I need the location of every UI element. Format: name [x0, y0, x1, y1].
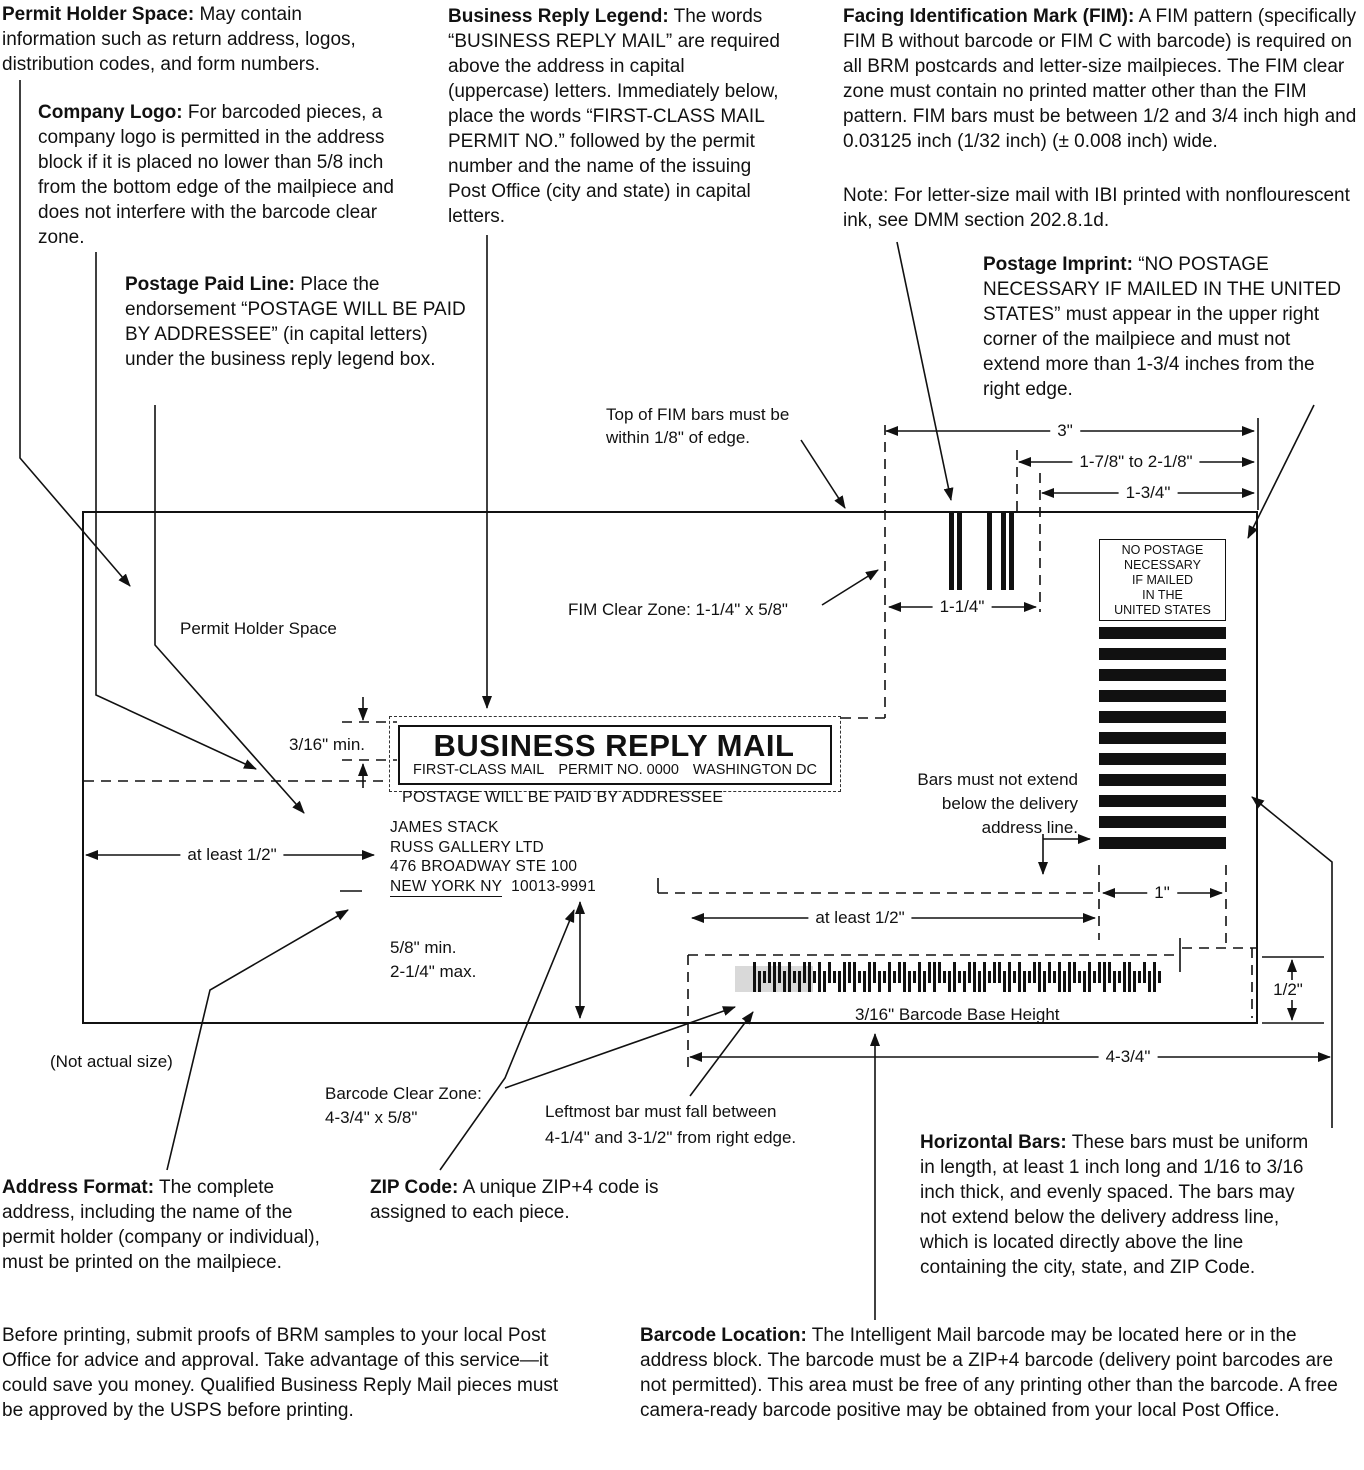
barcode-bar — [933, 962, 936, 992]
annotation-body: Note: For letter-size mail with IBI printed with nonflourescent ink, see DMM section 202.8.1d. — [843, 185, 1350, 231]
barcode-bar — [1028, 971, 1031, 983]
barcode-bar — [1088, 962, 1091, 992]
barcode-bar — [1008, 962, 1011, 992]
barcode-bar — [1078, 971, 1081, 983]
barcode-bar — [858, 971, 861, 983]
barcode-bar — [973, 962, 976, 992]
barcode-bar — [918, 962, 921, 992]
barcode-bar — [853, 962, 856, 992]
connector-arrows — [20, 80, 1332, 1320]
barcode-bar — [848, 962, 851, 983]
permit-holder-space-label: Permit Holder Space — [180, 619, 337, 638]
annotation-body: A unique ZIP+4 code is assigned to each piece. — [370, 1177, 659, 1223]
company-logo-arrow — [96, 252, 256, 769]
no-postage-line: NO POSTAGE — [1121, 542, 1204, 557]
barcode-bar — [1043, 971, 1046, 992]
fim-clear-zone-callout: FIM Clear Zone: 1-1/4" x 5/8" — [568, 600, 788, 619]
barcode-bar — [1098, 962, 1101, 983]
permit-holder-space-arrow — [20, 80, 130, 586]
barcode-bar — [1018, 962, 1021, 992]
dim-434: 4-3/4" — [1099, 1047, 1158, 1067]
max-214-label: 2-1/4" max. — [390, 962, 477, 981]
barcode-bar — [1123, 962, 1126, 992]
barcode-bar — [783, 971, 786, 992]
barcode-bar — [1048, 962, 1051, 983]
annotation-body: May contain information such as return address, logos, distribution codes, and form numbers. — [2, 4, 356, 75]
barcode-bar — [1063, 971, 1066, 992]
barcode-bar — [843, 962, 846, 992]
barcode-bar — [1093, 971, 1096, 983]
barcode-bar — [928, 962, 931, 983]
issuing-office-text: WASHINGTON DC — [692, 762, 817, 778]
barcode-bar — [873, 962, 876, 983]
leftmost-bar-callout-line1: Leftmost bar must fall between — [545, 1102, 777, 1121]
annotation-body: The words “BUSINESS REPLY MAIL” are required above the address in capital (uppercase) letters. Immediately below, place the words “FIRST-CLASS MAIL PERMIT NO.” followed by the permit number and the name of the issuing Post Office (city and state) in capital letters. — [448, 6, 780, 227]
barcode-bar — [1113, 971, 1116, 992]
barcode-bar — [1158, 971, 1161, 983]
annotation-body: Place the endorsement “POSTAGE WILL BE PAID BY ADDRESSEE” (in capital letters) under the business reply legend box. — [125, 274, 466, 370]
barcode-bar — [1013, 971, 1016, 983]
barcode-bar — [753, 962, 756, 992]
barcode-bar — [1103, 962, 1106, 992]
barcode-bar — [863, 971, 866, 992]
annotation-title: Permit Holder Space: — [2, 4, 195, 25]
barcode-clear-zone-callout-line1: Barcode Clear Zone: — [325, 1084, 482, 1103]
barcode-bar — [813, 971, 816, 983]
annotation-title: ZIP Code: — [370, 1177, 459, 1198]
address-line: RUSS GALLERY LTD — [390, 838, 544, 856]
annotation-title: Postage Imprint: — [983, 254, 1133, 275]
annotation-title: Company Logo: — [38, 102, 183, 123]
no-postage-line: IN THE — [1142, 587, 1183, 602]
barcode-bar — [833, 971, 836, 983]
barcode-bar — [983, 962, 986, 992]
barcode-bar — [1023, 971, 1026, 992]
address-line: JAMES STACK — [390, 819, 499, 836]
barcode-bar — [1038, 962, 1041, 992]
barcode-bar — [938, 962, 941, 983]
barcode-bar — [948, 971, 951, 992]
barcode-bar — [1128, 962, 1131, 992]
barcode-bar — [978, 971, 981, 992]
dim-half: 1/2" — [1266, 980, 1310, 1000]
barcode-bar — [773, 962, 776, 992]
barcode-clear-zone-callout-line2: 4-3/4" x 5/8" — [325, 1108, 418, 1127]
barcode-bar — [1138, 971, 1141, 983]
permit-no-text: PERMIT NO. 0000 — [558, 762, 679, 778]
barcode-bar — [758, 971, 761, 992]
annotation-title: Postage Paid Line: — [125, 274, 295, 295]
barcode-bar — [943, 971, 946, 983]
barcode-bar — [818, 962, 821, 992]
barcode-bar — [868, 962, 871, 992]
annotation-body: Before printing, submit proofs of BRM samples to your local Post Office for advice and approval. Take advantage of this service—it could save you money. Qualified Business Reply Mail pieces must be approved by the USPS before printing. — [2, 1325, 559, 1421]
barcode-bar — [963, 971, 966, 992]
barcode-bar — [968, 962, 971, 983]
barcode-bar — [923, 971, 926, 992]
dim-1in: 1" — [1147, 883, 1177, 903]
address-format-arrow — [167, 910, 348, 1170]
barcode-bar — [823, 971, 826, 992]
barcode-bar — [793, 971, 796, 983]
annotation-title: Facing Identification Mark (FIM): — [843, 6, 1135, 27]
annotation-title: Address Format: — [2, 1177, 155, 1198]
barcode-bar — [953, 962, 956, 992]
address-line: 476 BROADWAY STE 100 — [390, 858, 578, 875]
barcode-bar — [838, 971, 841, 992]
barcode-clear-zone-arrow — [505, 1007, 735, 1088]
barcode-bar — [878, 971, 881, 992]
barcode-bar — [1053, 971, 1056, 983]
barcode-bar — [1133, 971, 1136, 992]
dim-atleast-half-bottom: at least 1/2" — [808, 908, 911, 928]
leftmost-bar-callout-line2: 4-1/4" and 3-1/2" from right edge. — [545, 1128, 797, 1147]
annotation-title: Barcode Location: — [640, 1325, 807, 1346]
first-class-mail-text: FIRST-CLASS MAIL — [413, 762, 545, 778]
barcode-bar — [1143, 962, 1146, 983]
barcode-bar — [1108, 962, 1111, 983]
fim-clear-zone-arrow — [822, 570, 878, 605]
annotation-body: A FIM pattern (specifically FIM B without barcode or FIM C with barcode) is required on all BRM postcards and letter-size mailpieces. The FIM clear zone must contain no printed matter other than the FIM pattern. FIM bars must be between 1/2 and 3/4 inch high and 0.03125 inch (1/32 inch) (± 0.008 inch) wide. — [843, 6, 1357, 152]
dim-114: 1-1/4" — [933, 597, 992, 617]
barcode-bar — [763, 971, 766, 983]
annotation-body: “NO POSTAGE NECESSARY IF MAILED IN THE UNITED STATES” must appear in the upper right corner of the mailpiece and must not extend more than 1-3/4 inches from the right edge. — [983, 254, 1341, 400]
barcode-bar — [1073, 962, 1076, 983]
address-zip: 10013-9991 — [511, 877, 596, 895]
barcode-bar — [913, 971, 916, 983]
intelligent-mail-barcode — [753, 962, 1163, 992]
barcode-bar — [778, 962, 781, 983]
barcode-bar — [1033, 962, 1036, 983]
barcode-bar — [803, 962, 806, 983]
annotation-title: Business Reply Legend: — [448, 6, 669, 27]
annotation-body: For barcoded pieces, a company logo is permitted in the address block if it is placed no lower than 5/8 inch from the bottom edge of the mailpiece and does not interfere with the barcode clear zone. — [38, 102, 394, 248]
dim-178-218: 1-7/8" to 2-1/8" — [1072, 452, 1199, 472]
barcode-bar — [1058, 962, 1061, 992]
barcode-bar — [958, 971, 961, 983]
top-of-fim-callout: Top of FIM bars must be within 1/8" of edge. — [606, 405, 790, 447]
barcode-bar — [1153, 962, 1156, 992]
barcode-bar — [888, 962, 891, 992]
barcode-bar — [908, 971, 911, 992]
barcode-bar — [828, 962, 831, 983]
no-postage-line: IF MAILED — [1131, 572, 1194, 587]
dim-3in: 3" — [1050, 421, 1080, 441]
address-city: NEW YORK NY — [390, 877, 503, 895]
barcode-bar — [798, 971, 801, 992]
barcode-bar — [768, 962, 771, 983]
no-postage-line: UNITED STATES — [1114, 602, 1211, 617]
barcode-bar — [1068, 962, 1071, 992]
annotation-body: The complete address, including the name of the permit holder (company or individual), must be printed on the mailpiece. — [2, 1177, 320, 1273]
business-reply-mail-title: BUSINESS REPLY MAIL — [433, 728, 795, 763]
annotation-title: Horizontal Bars: — [920, 1132, 1067, 1153]
fim-arrow — [897, 242, 951, 500]
bars-not-extend-callout: Bars must not extend below the delivery address line. — [917, 770, 1078, 837]
barcode-bar — [788, 962, 791, 992]
no-postage-line: NECESSARY — [1124, 557, 1201, 572]
annotation-body: These bars must be uniform in length, at least 1 inch long and 1/16 to 3/16 inch thick, and evenly spaced. The bars may not extend below the delivery address line, which is located directly above the line containing the city, state, and ZIP Code. — [920, 1132, 1309, 1278]
min-58-label: 5/8" min. — [390, 938, 457, 957]
barcode-bar — [883, 971, 886, 983]
postage-paid-endorsement: POSTAGE WILL BE PAID BY ADDRESSEE — [402, 789, 724, 806]
barcode-bar — [893, 971, 896, 983]
dim-atleast-half-left: at least 1/2" — [180, 845, 283, 865]
barcode-bar — [808, 962, 811, 992]
barcode-bar — [1003, 971, 1006, 992]
dim-134: 1-3/4" — [1119, 483, 1178, 503]
annotation-body: The Intelligent Mail barcode may be located here or in the address block. The barcode must be a ZIP+4 barcode (delivery point barcodes are not permitted). This area must be free of any printing other than the barcode. A free camera-ready barcode positive may be obtained from your local Post Office. — [640, 1325, 1338, 1421]
barcode-bar — [1083, 971, 1086, 992]
barcode-bar — [1148, 971, 1151, 992]
barcode-bar — [903, 962, 906, 992]
barcode-bar — [1118, 971, 1121, 983]
barcode-base-height-label: 3/16" Barcode Base Height — [855, 1005, 1060, 1024]
not-actual-size-label: (Not actual size) — [50, 1052, 173, 1071]
min-316-label: 3/16" min. — [289, 735, 365, 754]
leftmost-bar-arrow — [690, 1012, 753, 1096]
barcode-bar — [988, 971, 991, 983]
barcode-bar — [998, 962, 1001, 983]
postage-paid-line-arrow — [155, 405, 304, 813]
barcode-bar — [898, 962, 901, 983]
barcode-bar — [993, 962, 996, 983]
zip-code-arrow — [440, 910, 574, 1170]
top-of-fim-arrow — [801, 440, 845, 508]
